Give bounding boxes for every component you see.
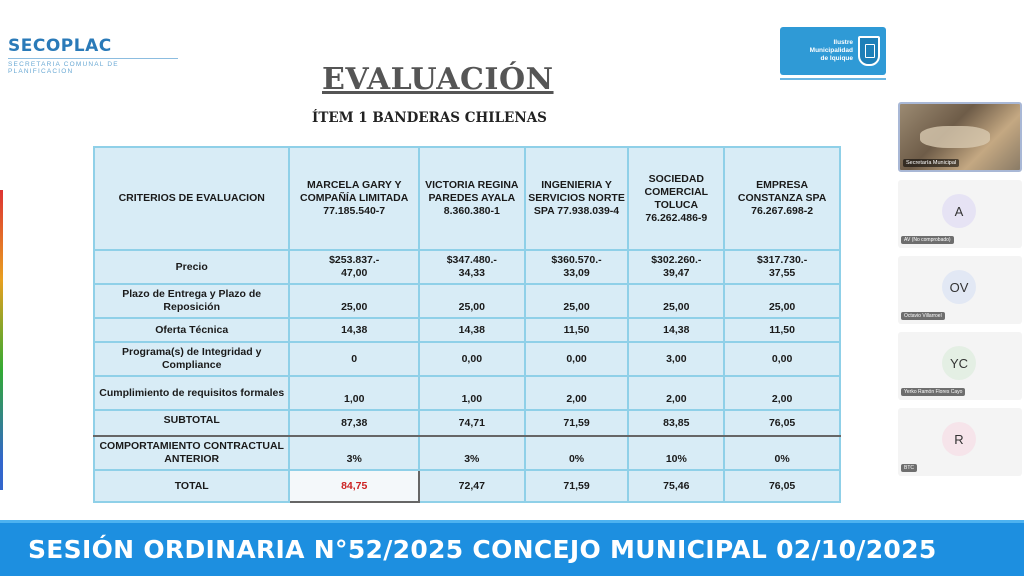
secoplac-subtitle: SECRETARIA COMUNAL DE PLANIFICACION	[8, 58, 178, 75]
secoplac-brand: SECOPLAC	[8, 36, 112, 56]
winner-score-cell: 84,75	[289, 470, 419, 502]
price-amount: $317.730.-	[757, 254, 808, 266]
score-cell: 1,00	[289, 376, 419, 410]
bidder-header: MARCELA GARY Y COMPAÑÍA LIMITADA 77.185.540-7	[289, 147, 419, 250]
avatar: R	[942, 422, 976, 456]
criteria-label: COMPORTAMIENTO CONTRACTUAL ANTERIOR	[94, 436, 289, 470]
table-row	[94, 318, 840, 342]
price-score: 37,55	[768, 267, 796, 279]
participant-name: Octavio Villarroel	[901, 312, 945, 320]
score-cell: 14,38	[419, 318, 525, 342]
score-cell: 1,00	[419, 376, 525, 410]
table-row	[94, 284, 840, 318]
price-amount: $253.837.-	[329, 254, 380, 266]
price-cell	[289, 250, 419, 284]
criteria-label: Precio	[94, 250, 289, 284]
score-cell: 0%	[724, 436, 840, 470]
participant-tile[interactable]	[898, 332, 1022, 400]
price-cell	[628, 250, 724, 284]
participant-video-tile[interactable]	[898, 102, 1022, 172]
price-cell	[419, 250, 525, 284]
price-score: 39,47	[663, 267, 690, 279]
municipality-logo	[780, 27, 886, 75]
score-cell: 11,50	[724, 318, 840, 342]
participant-tile[interactable]	[898, 180, 1022, 248]
video-label: Secretaría Municipal	[903, 159, 959, 167]
price-amount: $360.570.-	[551, 254, 602, 266]
subtotal-row	[94, 410, 840, 436]
participant-tile[interactable]	[898, 408, 1022, 476]
evaluation-table	[93, 146, 841, 503]
score-cell: 0	[289, 342, 419, 376]
session-banner-text: SESIÓN ORDINARIA N°52/2025 CONCEJO MUNICIPAL 02/10/2025	[28, 535, 937, 564]
criteria-label: Oferta Técnica	[94, 318, 289, 342]
table-row	[94, 342, 840, 376]
score-cell: 25,00	[289, 284, 419, 318]
score-cell: 2,00	[724, 376, 840, 410]
criteria-header: CRITERIOS DE EVALUACION	[94, 147, 289, 250]
price-score: 47,00	[341, 267, 368, 279]
score-cell: 14,38	[289, 318, 419, 342]
score-cell: 25,00	[525, 284, 629, 318]
score-cell: 0,00	[724, 342, 840, 376]
avatar: OV	[942, 270, 976, 304]
score-cell: 3%	[289, 436, 419, 470]
criteria-label: Plazo de Entrega y Plazo de Reposición	[94, 284, 289, 318]
score-cell: 74,71	[419, 410, 525, 436]
shield-icon	[858, 36, 880, 66]
left-color-strip	[0, 190, 3, 490]
slide-title: EVALUACIÓN	[322, 62, 554, 97]
participant-tile[interactable]	[898, 256, 1022, 324]
secoplac-logo	[8, 36, 178, 75]
score-cell: 2,00	[525, 376, 629, 410]
price-cell	[525, 250, 629, 284]
table-row	[94, 376, 840, 410]
score-cell: 0%	[525, 436, 629, 470]
table-row	[94, 436, 840, 470]
score-cell: 3,00	[628, 342, 724, 376]
price-score: 33,09	[563, 267, 590, 279]
score-cell: 72,47	[419, 470, 525, 502]
score-cell: 75,46	[628, 470, 724, 502]
price-amount: $302.260.-	[651, 254, 702, 266]
meeting-room-video	[920, 126, 990, 148]
price-score: 34,33	[458, 267, 485, 279]
bidder-header: VICTORIA REGINA PAREDES AYALA 8.360.380-1	[419, 147, 525, 250]
criteria-label: Programa(s) de Integridad y Compliance	[94, 342, 289, 376]
score-cell: 25,00	[628, 284, 724, 318]
participant-name: BTC	[901, 464, 917, 472]
score-cell: 3%	[419, 436, 525, 470]
score-cell: 2,00	[628, 376, 724, 410]
price-cell	[724, 250, 840, 284]
avatar: A	[942, 194, 976, 228]
score-cell: 76,05	[724, 410, 840, 436]
bidder-header: SOCIEDAD COMERCIAL TOLUCA 76.262.486-9	[628, 147, 724, 250]
score-cell: 76,05	[724, 470, 840, 502]
score-cell: 25,00	[724, 284, 840, 318]
score-cell: 25,00	[419, 284, 525, 318]
criteria-label: TOTAL	[94, 470, 289, 502]
price-amount: $347.480.-	[446, 254, 497, 266]
score-cell: 10%	[628, 436, 724, 470]
score-cell: 14,38	[628, 318, 724, 342]
participant-name: Yerko Ramón Flores Cayo	[901, 388, 965, 396]
table-row	[94, 250, 840, 284]
bidder-header: EMPRESA CONSTANZA SPA 76.267.698-2	[724, 147, 840, 250]
criteria-label: Cumplimiento de requisitos formales	[94, 376, 289, 410]
municipality-logo-text: Ilustre Municipalidad de Iquique	[809, 39, 853, 62]
score-cell: 87,38	[289, 410, 419, 436]
score-cell: 71,59	[525, 470, 629, 502]
total-row	[94, 470, 840, 502]
participant-name: AV (No comprobado)	[901, 236, 954, 244]
criteria-label: SUBTOTAL	[94, 410, 289, 436]
score-cell: 83,85	[628, 410, 724, 436]
session-banner	[0, 520, 1024, 576]
logo-underline	[780, 78, 886, 80]
score-cell: 71,59	[525, 410, 629, 436]
slide-subtitle: ÍTEM 1 BANDERAS CHILENAS	[312, 110, 547, 126]
score-cell: 11,50	[525, 318, 629, 342]
bidder-header: INGENIERIA Y SERVICIOS NORTE SPA 77.938.039-4	[525, 147, 629, 250]
score-cell: 0,00	[525, 342, 629, 376]
table-header-row	[94, 147, 840, 250]
score-cell: 0,00	[419, 342, 525, 376]
avatar: YC	[942, 346, 976, 380]
